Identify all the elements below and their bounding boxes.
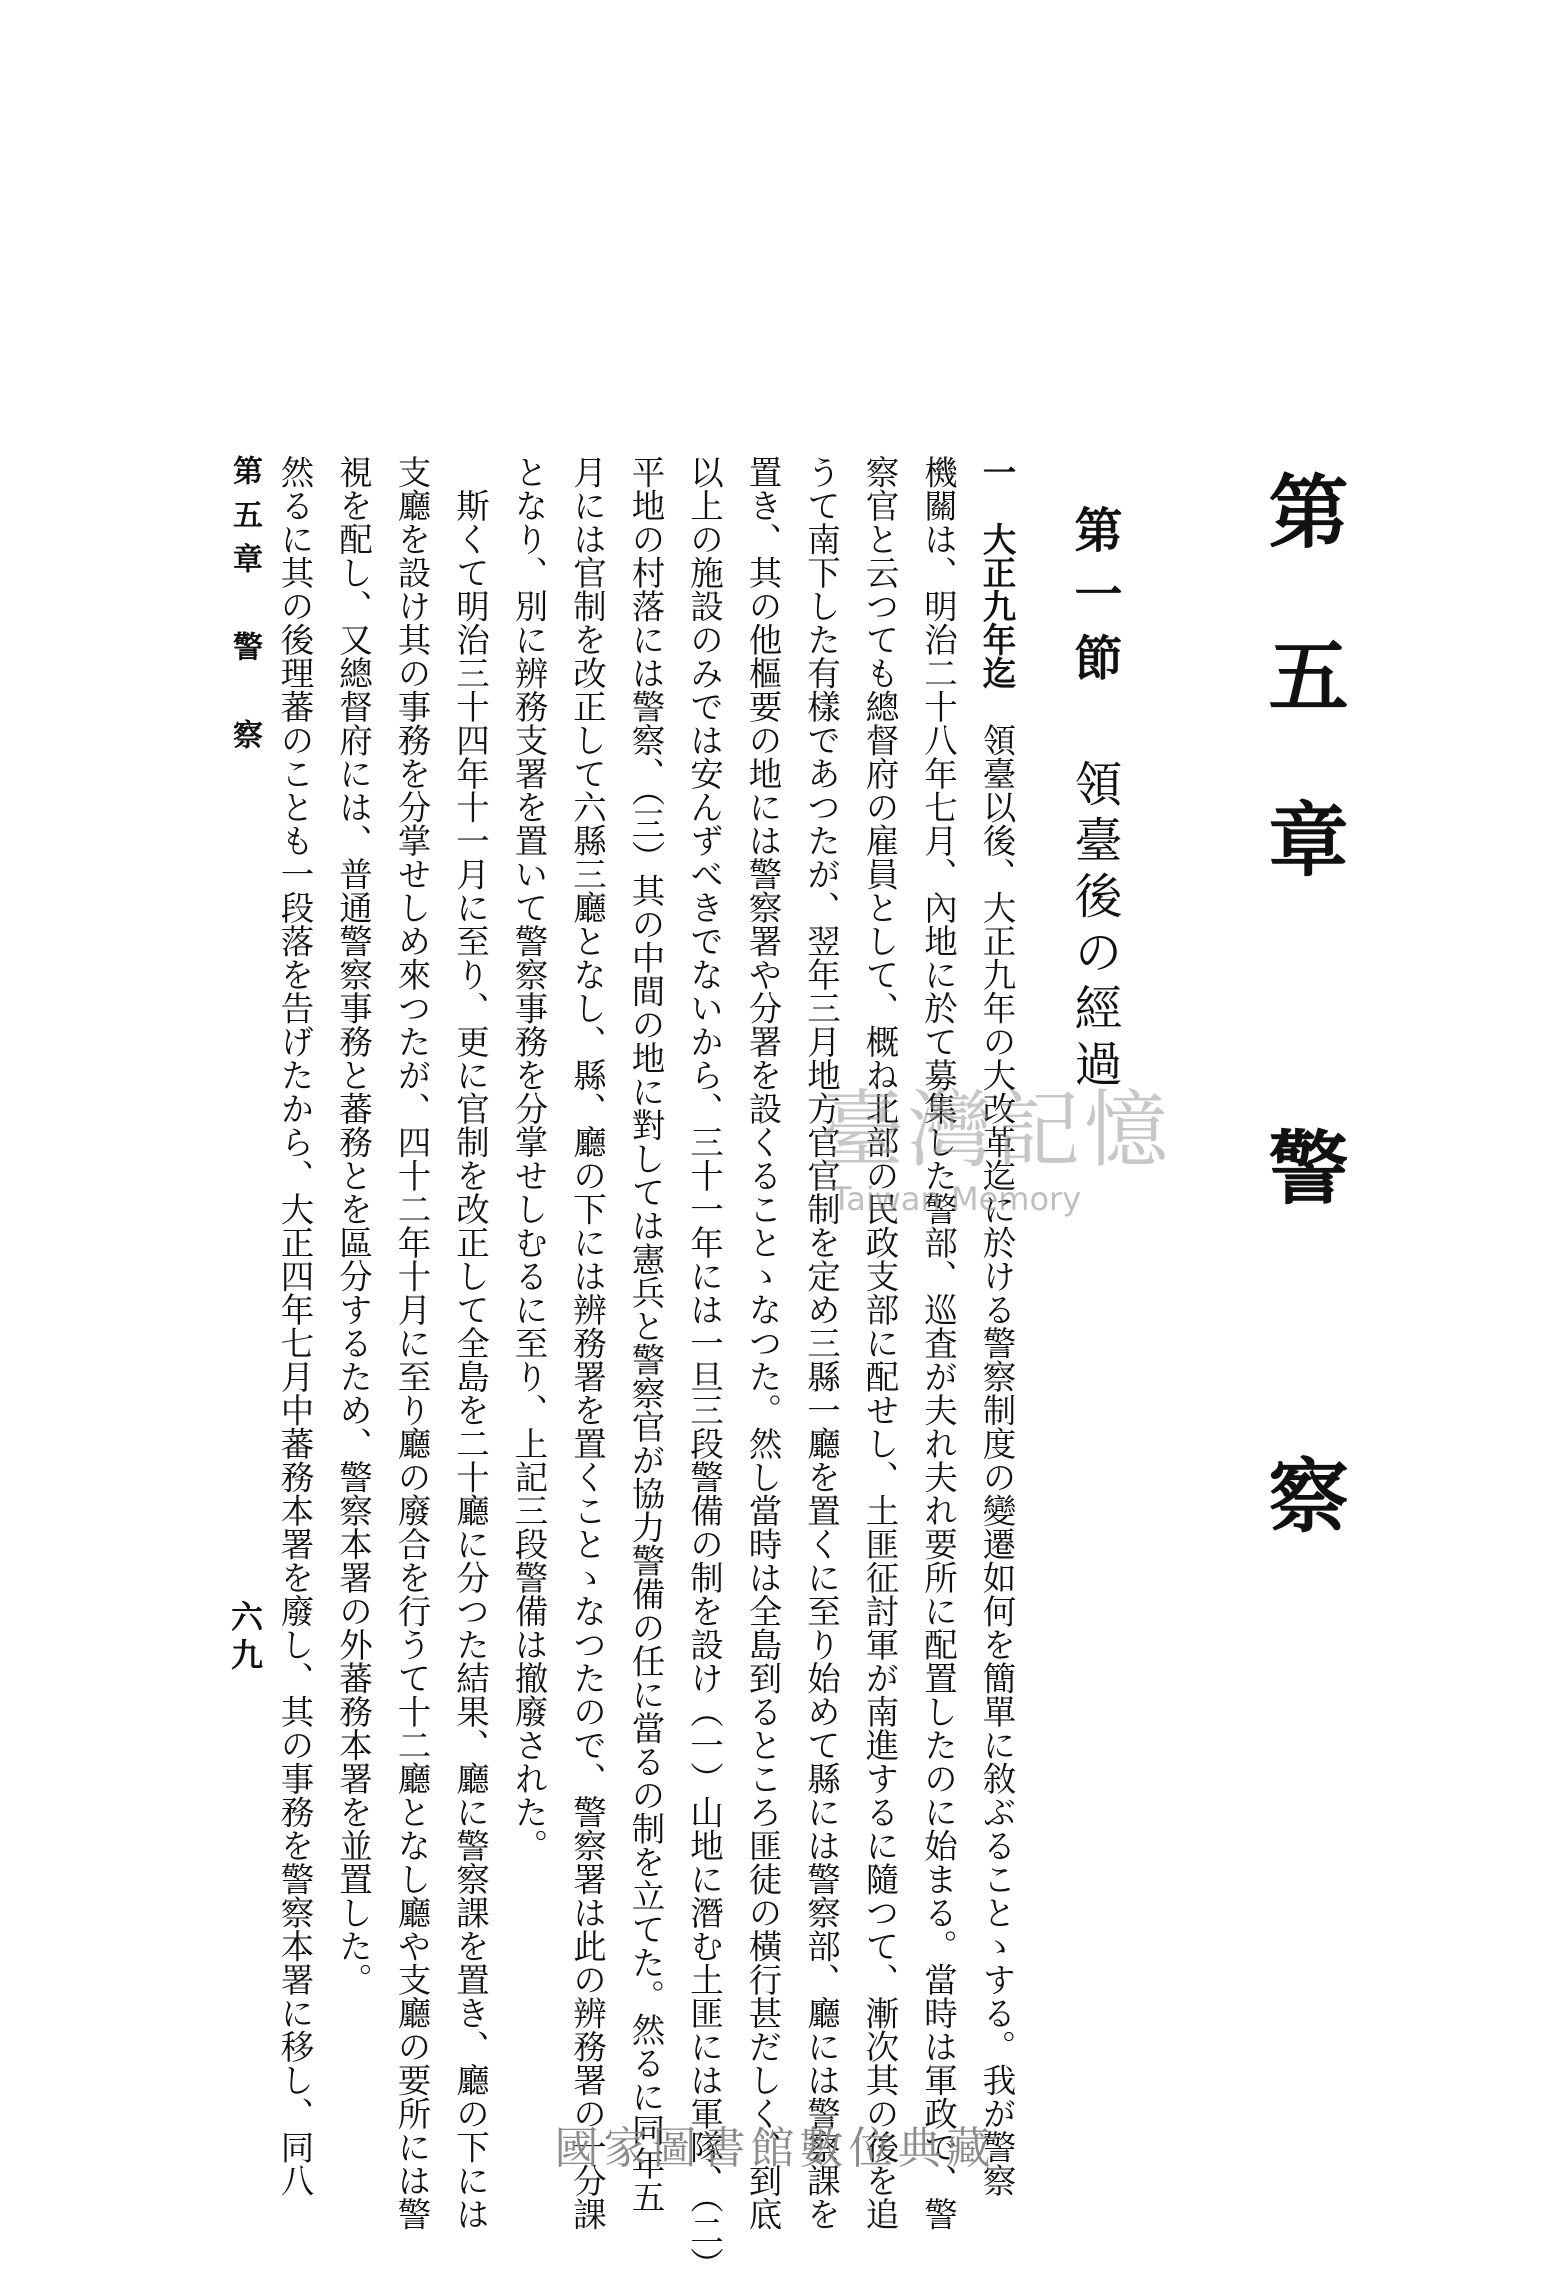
- text-column: 然るに其の後理蕃のことも一段落を告げたから、大正四年七月中蕃務本署を廢し、其の事務を警察本署に移し、同八: [275, 455, 314, 2197]
- text-column: となり、別に辨務支署を置いて警察事務を分掌せしむるに至り、上記三段警備は撤廢された。: [509, 455, 548, 1862]
- text-column: うて南下した有樣であつたが、翌年三月地方官官制を定め三縣一廳を置くに至り始めて縣には警察部、廳には警察課を: [801, 455, 841, 2231]
- text-column: 平地の村落には警察、（三）其の中間の地に對しては憲兵と警察官が協力警備の任に當るの制を立てた。然るに同年五: [626, 455, 665, 2214]
- page-number: 六九: [226, 1600, 264, 1676]
- chapter-title: 第五章 警 察: [1255, 470, 1349, 1618]
- text-column: 以上の施設のみでは安んずべきでないから、三十一年には一旦三段警備の制を設け（一）山地に潛む土匪には軍隊、（二）: [684, 455, 724, 2281]
- running-head: 第五章 警 察: [227, 455, 262, 763]
- section-heading: [1060, 505, 1129, 1095]
- text-column: 察官と云つても總督府の雇員として、概ね北部の民政支部に配せし、土匪征討軍が南進するに隨つて、漸次其の後を追: [860, 455, 899, 2231]
- subsection-number: 一: [977, 455, 1016, 489]
- subsection-heading: 大正九年迄: [977, 522, 1016, 690]
- text-column: [967, 455, 1026, 2281]
- text-column: 視を配し、又總督府には、普通警察事務と蕃務とを區分するため、警察本署の外蕃務本署を並置した。: [333, 455, 373, 1996]
- text-column: 機關は、明治二十八年七月、內地に於て募集した警部、巡査が夫れ夫れ要所に配置したのに始まる。當時は軍政で、警: [918, 455, 958, 2231]
- text-column: 置き、其の他樞要の地には警察署や分署を設くることゝなつた。然し當時は全島到るところ匪徒の橫行甚だしく、到底: [743, 455, 782, 2231]
- watermark-logo: 臺灣記憶: [820, 1081, 1173, 1179]
- paragraph-line: 領臺以後、大正九年の大改革迄に於ける警察制度の變遷如何を簡單に敘ぶることゝする。我が警察: [977, 723, 1016, 2197]
- library-footer: 國家圖書館數位典藏: [554, 2123, 996, 2174]
- section-title: 領臺後の經過: [1066, 759, 1122, 1095]
- section-number: 第一節: [1066, 505, 1122, 697]
- text-column: 月には官制を改正して六縣三廳となし、縣、廳の下には辨務署を置くことゝなつたので、警察署は此の辨務署の一分課: [567, 455, 607, 2231]
- text-column: 支廳を設け其の事務を分掌せしめ來つたが、四十二年十月に至り廳の廢合を行うて十二廳となし廳や支廳の要所には警: [392, 455, 431, 2231]
- watermark-text: Taiwan Memory: [832, 1180, 1082, 1218]
- text-column: 斯くて明治三十四年十一月に至り、更に官制を改正して全島を二十廳に分つた結果、廳に警察課を置き、廳の下には: [450, 455, 490, 2231]
